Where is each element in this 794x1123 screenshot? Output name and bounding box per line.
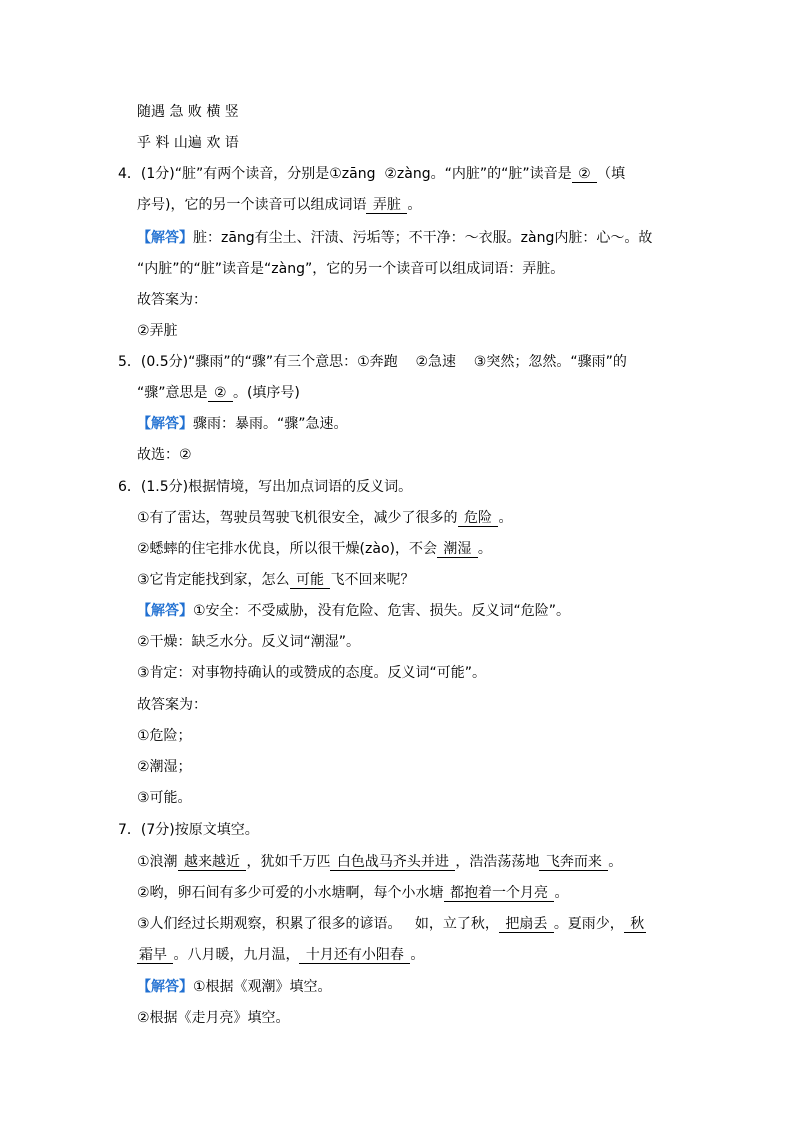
q4-line-2 — [137, 195, 421, 215]
q5-line-1: 5．(0.5分)“骤雨”的“骤”有三个意思：①奔跑 ②急速 ③突然；忽然。“骤雨”的 — [118, 354, 627, 370]
q6-answer-blank-2: 潮湿 — [438, 541, 476, 557]
q6-line-1: 6．(1.5分)根据情境，写出加点词语的反义词。 — [118, 479, 413, 495]
q4-text: 。 — [407, 197, 422, 213]
q5-text: 。(填序号) — [232, 385, 300, 401]
q4-text: （填 — [597, 166, 626, 182]
q7-text: ①浪潮 — [137, 854, 178, 870]
q4-text: 4．(1分)“脏”有两个读音，分别是①zāng ②zàng。“内脏”的“脏”读音是 — [118, 166, 572, 182]
q7-text: 。 — [608, 854, 623, 870]
q4-answer-label: 故答案为： — [137, 292, 207, 308]
q7-solution-text: ①根据《观潮》填空。 — [193, 979, 332, 995]
q6-text: 。 — [477, 541, 492, 557]
q6-answer-blank-1: 危险 — [459, 510, 497, 526]
q7-solution-line-1 — [137, 977, 332, 997]
q4-answer: ②弄脏 — [137, 323, 178, 339]
q4-solution-line-2: “内脏”的“脏”读音是“zàng”，它的另一个读音可以组成词语：弄脏。 — [137, 261, 565, 277]
q6-sentence-3 — [137, 570, 414, 590]
q7-answer-blank-2: 白色战马齐头并进 — [332, 854, 454, 870]
q4-line-1 — [118, 164, 625, 184]
q7-text: 。八月暖，九月温， — [173, 947, 300, 963]
q7-sentence-3 — [137, 914, 646, 934]
q5-line-2 — [137, 383, 300, 403]
q6-sentence-2 — [137, 539, 492, 559]
q7-solution-line-2: ②根据《走月亮》填空。 — [137, 1010, 290, 1026]
solution-tag: 【解答】 — [137, 416, 193, 432]
q5-solution-line-1 — [137, 414, 348, 434]
solution-tag: 【解答】 — [137, 230, 193, 246]
q6-text: 飞不回来呢？ — [330, 572, 415, 588]
q4-solution-line-1 — [137, 228, 652, 248]
q5-answer: 故选：② — [137, 447, 192, 463]
q7-text: ③人们经过长期观察，积累了很多的谚语。 如，立了秋， — [137, 916, 499, 932]
q4-solution-text: 脏：zāng有尘土、汗渍、污垢等；不干净：～衣服。zàng内脏：心～。故 — [193, 230, 653, 246]
intro-row-1: 随遇 急 败 横 竖 — [137, 104, 239, 120]
q4-answer-blank-1: ② — [573, 166, 596, 182]
solution-tag: 【解答】 — [137, 603, 193, 619]
q6-solution-line-3: ③肯定：对事物持确认的或赞成的态度。反义词“可能”。 — [137, 665, 487, 681]
q7-answer-blank-6: 秋 — [625, 916, 645, 932]
q7-text: 。夏雨少， — [553, 916, 624, 932]
q7-line-1: 7．(7分)按原文填空。 — [118, 822, 259, 838]
q4-text: 序号)，它的另一个读音可以组成词语 — [137, 197, 367, 213]
q7-answer-blank-3: 飞奔而来 — [541, 854, 607, 870]
q7-text: 。 — [410, 947, 425, 963]
q7-sentence-2 — [137, 883, 568, 903]
q7-sentence-4 — [137, 945, 424, 965]
q6-text: ①有了雷达，驾驶员驾驶飞机很安全，减少了很多的 — [137, 510, 458, 526]
q6-text: 。 — [498, 510, 513, 526]
q7-text: 。 — [554, 885, 569, 901]
q5-answer-blank: ② — [209, 385, 231, 401]
q5-solution-text: 骤雨：暴雨。“骤”急速。 — [193, 416, 348, 432]
q7-text: ②哟，卵石间有多少可爱的小水塘啊，每个小水塘 — [137, 885, 444, 901]
q7-text: ，犹如千万匹 — [246, 854, 331, 870]
q7-answer-blank-1: 越来越近 — [179, 854, 245, 870]
q4-answer-blank-2: 弄脏 — [368, 197, 406, 213]
q7-sentence-1 — [137, 852, 622, 872]
intro-row-2: 乎 料 山遍 欢 语 — [137, 135, 239, 151]
q6-sentence-1 — [137, 508, 512, 528]
q6-answer-blank-3: 可能 — [291, 572, 329, 588]
q6-solution-text: ①安全：不受威胁，没有危险、危害、损失。反义词“危险”。 — [193, 603, 571, 619]
q7-answer-blank-6b: 霜早 — [139, 947, 172, 963]
q6-text: ③它肯定能找到家，怎么 — [137, 572, 290, 588]
q6-solution-line-1 — [137, 601, 570, 621]
q6-solution-line-2: ②干燥：缺乏水分。反义词“潮湿”。 — [137, 634, 361, 650]
q6-answer-3: ③可能。 — [137, 790, 192, 806]
q6-answer-1: ①危险； — [137, 728, 192, 744]
q7-answer-blank-4: 都抱着一个月亮 — [445, 885, 553, 901]
q7-text: ，浩浩荡荡地 — [455, 854, 540, 870]
q6-answer-2: ②潮湿； — [137, 759, 192, 775]
q6-text: ②蟋蟀的住宅排水优良，所以很干燥(zào)，不会 — [137, 541, 437, 557]
q5-text: “骤”意思是 — [137, 385, 208, 401]
solution-tag: 【解答】 — [137, 979, 193, 995]
q7-answer-blank-5: 把扇丢 — [500, 916, 552, 932]
q7-answer-blank-7: 十月还有小阳春 — [301, 947, 409, 963]
q6-answer-label: 故答案为： — [137, 697, 207, 713]
